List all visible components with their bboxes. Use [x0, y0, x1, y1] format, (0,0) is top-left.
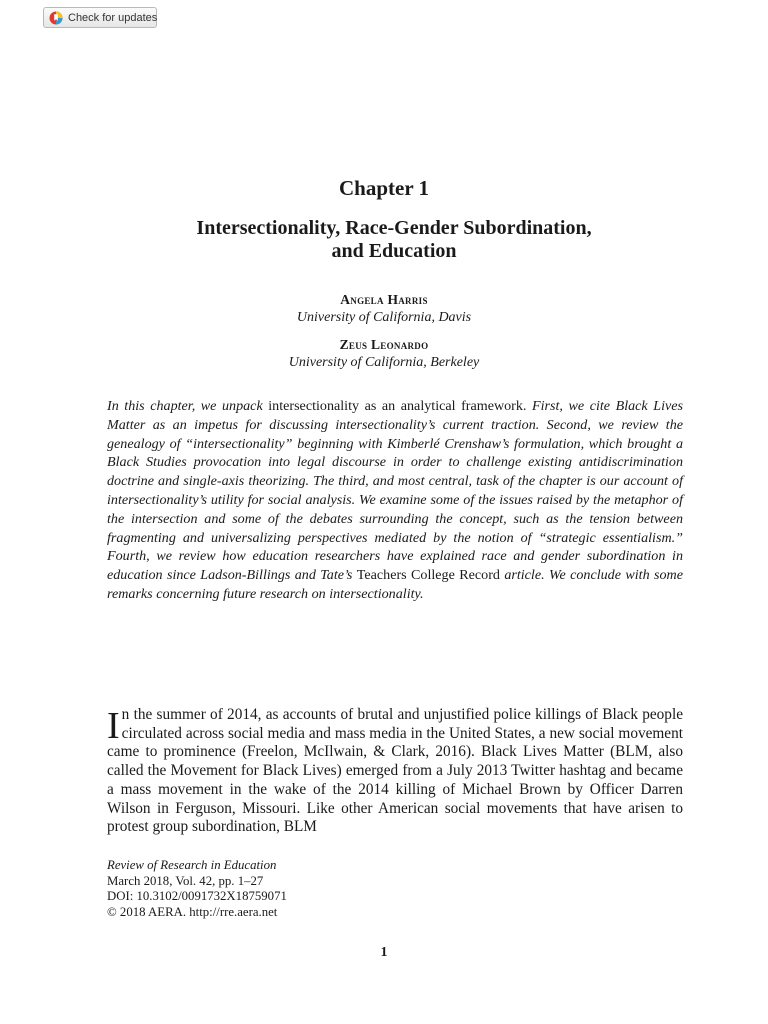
author-affiliation: University of California, Davis — [296, 310, 472, 325]
chapter-heading: Chapter 1 — [338, 176, 430, 200]
author-affiliation: University of California, Berkeley — [288, 355, 480, 370]
copyright: © 2018 AERA. http://rre.aera.net — [107, 905, 278, 920]
journal-name: Review of Research in Education — [107, 858, 277, 872]
doi: DOI: 10.3102/0091732X18759071 — [107, 889, 287, 904]
check-for-updates-label: Check for updates — [68, 11, 158, 24]
author-name: Zeus Leonardo — [339, 337, 429, 352]
chapter-title-line-1: Intersectionality, Race-Gender Subordination, — [196, 217, 592, 239]
abstract-part-1: In this chapter, we unpack — [107, 398, 269, 414]
chapter-title-line-2: and Education — [331, 240, 457, 262]
abstract — [107, 397, 683, 604]
abstract-part-5: article. We conclude with some remarks concerning future research on intersectionality. — [107, 567, 683, 602]
abstract-part-2: intersectionality as an analytical framework. — [268, 398, 527, 414]
body-paragraph-text: n the summer of 2014, as accounts of brutal and unjustified police killings of Black people circulated across social media and mass media in the United States, a new social movement came to prominence (Freelon, McIlwain, & Clark, 2016). Black Lives Matter (BLM, also called the Movement for Black Lives) emerged from a July 2013 Twitter hashtag and became a mass movement in the wake of the 2014 killing of Michael Brown by Officer Darren Wilson in Ferguson, Missouri. Like other American social movements that have arisen to protest group subordination, BLM — [107, 706, 683, 836]
article-metadata — [107, 858, 287, 921]
issue-info: March 2018, Vol. 42, pp. 1–27 — [107, 873, 264, 888]
author-angela-harris — [0, 291, 768, 327]
crossmark-icon — [49, 11, 63, 25]
page-number: 1 — [380, 945, 388, 960]
abstract-journal-name: Teachers College Record — [356, 567, 500, 584]
abstract-part-3: First, we cite Black Lives Matter as an impetus for discussing intersectionality’s current traction. Second, we review the genealogy of “intersectionality” beginning with Kimberlé Crenshaw’s formulation, which brought a Black Studies provocation into legal discourse in order to challenge existing antidiscrimination doctrine and single-axis theorizing. The third, and most central, task of the chapter is our account of intersectionality’s utility for social analysis. We examine some of the issues raised by the metaphor of the intersection and some of the debates surrounding the concept, such as the tension between fragmenting and universalizing perspectives mediated by the notion of “strategic essentialism.” Fourth, we review how education researchers have explained race and gender subordination in education since Ladson-Billings and Tate’s — [107, 398, 683, 584]
author-zeus-leonardo — [0, 336, 768, 372]
author-name: Angela Harris — [340, 292, 428, 307]
body-paragraph — [107, 706, 683, 837]
chapter-title — [120, 217, 668, 263]
drop-cap: I — [107, 705, 120, 747]
check-for-updates-button[interactable] — [43, 7, 157, 28]
